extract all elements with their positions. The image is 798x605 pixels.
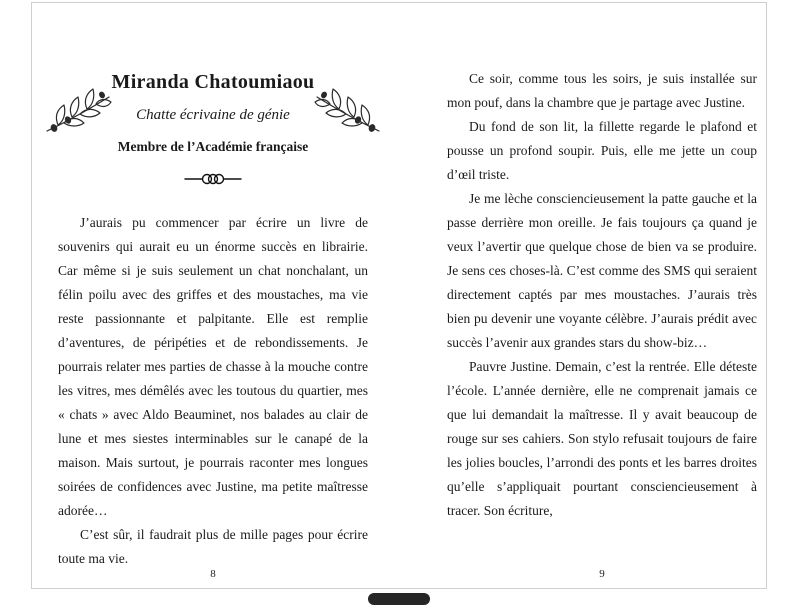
paragraph: Je me lèche consciencieusement la patte gauche et la passe derrière mon oreille. Je fais toujours ça quand je veux l’avertir que quelque chose de bien va se produire. Je sens ces choses-là. C’est comme des SMS qui seraient directement captés par mes moustaches. J’aurais très bien pu devenir une voyante célèbre. J’aurais prédit avec succès l’avenir aux grandes stars du show-biz… <box>447 191 757 350</box>
left-page-body <box>58 211 368 571</box>
author-affiliation: Membre de l’Académie française <box>117 139 309 154</box>
page-number-right: 9 <box>599 568 605 580</box>
paragraph: Ce soir, comme tous les soirs, je suis installée sur mon pouf, dans la chambre que je partage avec Justine. <box>447 71 757 110</box>
paragraph: J’aurais pu commencer par écrire un livre de souvenirs qui aurait eu un énorme succès en librairie. Car même si je suis seulement un chat nonchalant, un félin poilu avec des griffes et des moustaches, ma vie reste passionnante et palpitante. Elle est remplie d’aventures, de péripéties et de rebondissements. Je pourrais relater mes parties de chasse à la mouche contre les vitres, mes démêlés avec les toutous du quartier, mes « chats » avec Aldo Beauminet, nos balades au clair de lune et mes siestes interminables sur le canapé de la maison. Mais surtout, je pourrais raconter mes longues soirées de confidences avec Justine, ma petite maîtresse adorée… <box>58 215 368 518</box>
page-right <box>447 3 757 588</box>
author-subtitle: Chatte écrivaine de génie <box>136 107 290 123</box>
home-indicator[interactable] <box>368 593 430 605</box>
chapter-header <box>58 71 368 155</box>
paragraph: Pauvre Justine. Demain, c’est la rentrée. Elle déteste l’école. L’année dernière, elle ne comprenait jamais ce que lui demandait la maîtresse. Il y avait beaucoup de rouge sur ses cahiers. Son stylo refusait toujours de faire les jolies boucles, l’arrondi des ponts et les barres droites qu’elle s’appliquait pourtant consciencieusement à tracer. Son écriture, <box>447 359 757 518</box>
page-number-left: 8 <box>210 568 216 580</box>
paragraph: Du fond de son lit, la fillette regarde le plafond et pousse un profond soupir. Puis, elle me jette un coup d’œil triste. <box>447 119 757 182</box>
olive-branch-icon <box>314 83 382 142</box>
book-spread <box>31 2 767 589</box>
author-name: Miranda Chatoumiaou <box>111 71 315 93</box>
page-left <box>58 3 368 588</box>
olive-branch-icon <box>44 83 112 142</box>
paragraph: C’est sûr, il faudrait plus de mille pages pour écrire toute ma vie. <box>58 527 368 566</box>
rope-coil-divider-icon <box>184 172 242 186</box>
right-page-body <box>447 67 757 523</box>
